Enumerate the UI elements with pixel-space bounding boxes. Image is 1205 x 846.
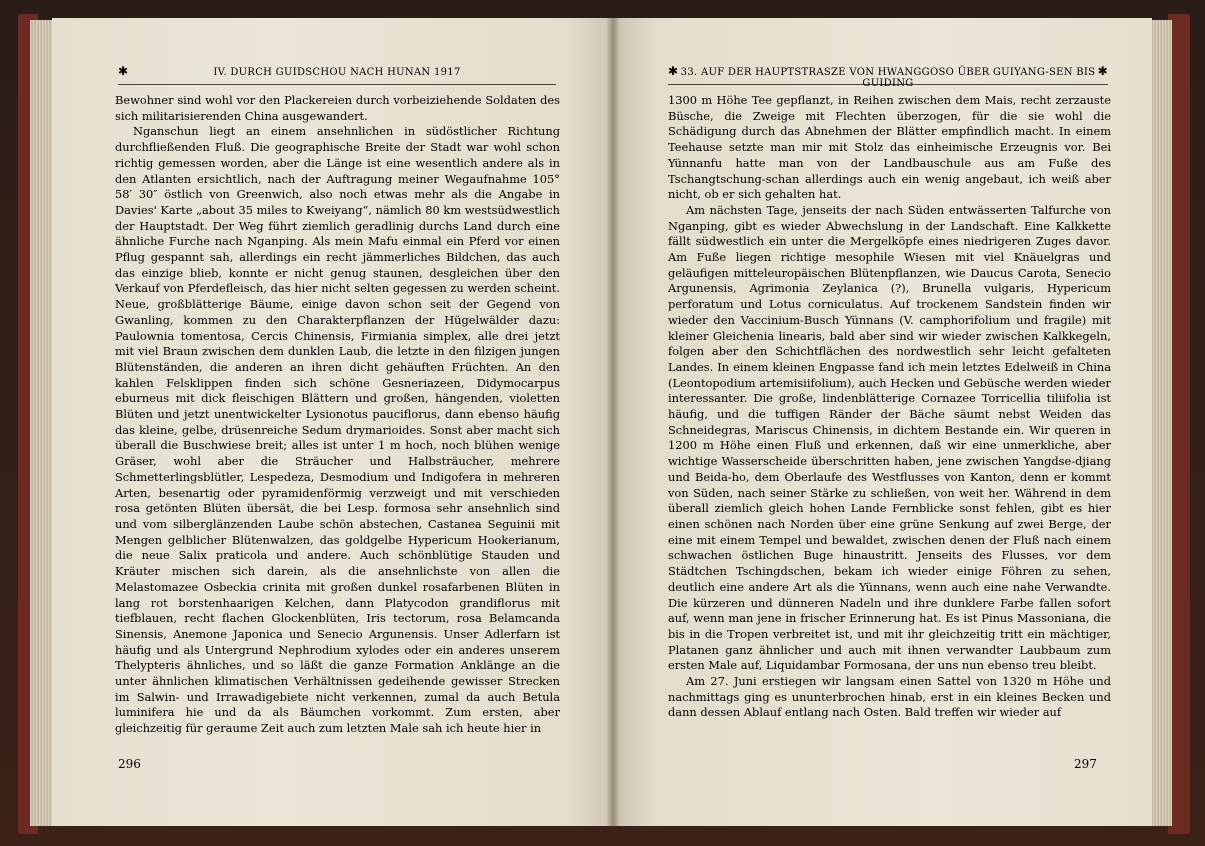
header-star-icon: ✱ [1097,64,1108,78]
right-page-body [668,93,1111,721]
header-star-icon: ✱ [668,64,679,78]
book-gutter [606,18,620,826]
left-paragraph-1: Bewohner sind wohl vor den Plackereien durch vorbeiziehende Soldaten des sich militarisierenden China ausgewandert. [115,93,560,123]
right-header-text: 33. AUF DER HAUPTSTRASZE VON HWANGGOSO ÜBER GUIYANG-SEN BIS GUIDING [680,67,1096,89]
left-paragraph-2: Nganschun liegt an einem ansehnlichen in südöstlicher Richtung durchfließenden Fluß. Die geographische Breite der Stadt war wohl schon richtig gemessen worden, aber die Länge ist eine wesentlich andere als in den Atlanten ersichtlich, nach der Auftragung meiner Wegaufnahme 105° 58′ 30″ östlich von Greenwich, also noch etwas mehr als die Angabe in Davies' Karte „about 35 miles to Kweiyang“, nämlich 80 km westsüdwestlich der Hauptstadt. Der Weg führt ziemlich geradlinig durchs Land durch eine ähnliche Furche nach Nganping. Als mein Mafu einmal ein Pferd vor einen Pflug gespannt sah, allerdings ein recht jämmerliches Bildchen, das auch das einzige blieb, konnte er nicht genug staunen, desgleichen über den Verkauf von Pferdefleisch, das hier nicht selten gegessen zu werden scheint. Neue, großblätterige Bäume, einige davon schon seit der Gegend von Gwanling, kommen zu den Charakterpflanzen der Hügelwälder dazu: Paulownia tomentosa, Cercis Chinensis, Firmiania simplex, alle drei jetzt mit viel Braun zwischen dem dunklen Laub, die letzte in den filzigen jungen Blütenständen, die anderen an ihren dicht gehäuften Früchten. An den kahlen Felsklippen finden sich schöne Gesneriazeen, Didymocarpus eburneus mit dick fleischigen Blättern und großen, hängenden, violetten Blüten und jetzt unentwickelter Lysionotus pauciflorus, dann ebenso häufig das kleine, gelbe, drüsenreiche Sedum drymarioides. Sonst aber macht sich überall die Buschwiese breit; alles ist unter 1 m hoch, noch blühen wenige Gräser, wohl aber die Sträucher und Halbsträucher, mehrere Schmetterlingsblütler, Lespedeza, Desmodium und Indigofera in mehreren Arten, besenartig oder pyramidenförmig verzweigt und mit verschieden rosa getönten Blüten übersät, die bei Lesp. formosa sehr ansehnlich sind und vom silberglänzenden Laube schön abstechen, Castanea Seguinii mit Mengen gelblicher Blütenwalzen, das goldgelbe Hypericum Hookerianum, die neue Salix praticola und andere. Auch schönblütige Stauden und Kräuter mischen sich darein, als die ansehnlichste von allen die Melastomazee Osbeckia crinita mit großen dunkel rosafarbenen Blüten in lang rot borstenhaarigen Kelchen, dann Platycodon grandiflorus mit tiefblauen, recht flachen Glockenblüten, Iris tectorum, rosa Belamcanda Sinensis, Anemone Japonica und Senecio Argunensis. Unser Adlerfarn ist häufig und als Untergrund Nephrodium xylodes oder ein anderes unserem Thelypteris ähnliches, und so läßt die ganze Formation Anklänge an die unter ähnlichen klimatischen Verhältnissen gedeihende gewisser Strecken im Salwin- und Irrawadigebiete nicht verkennen, zumal da auch Betula luminifera hie und da als Bäumchen vorkommt. Zum ersten, aber gleichzeitig für geraume Zeit auch zum letzten Male sah ich heute hier in [115,124,560,736]
right-paragraph-1: 1300 m Höhe Tee gepflanzt, in Reihen zwischen dem Mais, recht zerzauste Büsche, die Zweige mit Flechten überzogen, für die sie wohl die Schädigung durch das Abnehmen der Blätter empfindlich macht. In einem Teehause setzte man mir mit Stolz das einheimische Erzeugnis vor. Bei Yünnanfu hatte man von der Landbauschule aus am Fuße des Tschangtschung-schan allerdings auch ein wenig angebaut, ich weiß aber nicht, ob er sich gehalten hat. [668,93,1111,202]
page-edges-left [30,20,54,826]
left-page-body [115,93,560,737]
right-paragraph-2: Am nächsten Tage, jenseits der nach Süden entwässerten Talfurche von Nganping, gibt es wieder Abwechslung in der Landschaft. Eine Kalkkette fällt südwestlich ein unter die Mergelköpfe eines niedrigeren Zuges davor. Am Fuße liegen richtige mesophile Wiesen mit viel Knäuelgras und geläufigen mitteleuropäischen Blütenpflanzen, wie Daucus Carota, Senecio Argunensis, Agrimonia Zeylanica (?), Brunella vulgaris, Hypericum perforatum und Lotus corniculatus. Auf trockenem Sandstein finden wir wieder den Vaccinium-Busch Yünnans (V. camphorifolium und fragile) mit kleiner Gleichenia linearis, bald aber sind wir wieder zwischen Kalkkegeln, folgen aber den Schichtflächen des nordwestlich sehr leicht gefalteten Landes. In einem kleinen Engpasse fand ich mein letztes Edelweiß in China (Leontopodium artemisiifolium), auch Hecken und Gebüsche werden wieder interessanter. Die große, lindenblätterige Cornazee Torricellia tiliifolia ist häufig, und die tuffigen Ränder der Bäche säumt nebst Weiden das Schneidegras, Mariscus Chinensis, in dichtem Bestande ein. Wir queren in 1200 m Höhe einen Fluß und erkennen, daß wir eine unmerkliche, aber wichtige Wasserscheide überschritten haben, jene zwischen Yangdse-djiang und Beida-ho, dem Oberlaufe des Westflusses von Kanton, denn er kommt von Süden, nach seiner Stärke zu schließen, von weit her. Während in dem überall ziemlich gleich hohen Lande Fernblicke sonst fehlen, gibt es hier einen schönen nach Norden über eine grüne Senkung auf zwei Berge, der eine mit einem Tempel und bewaldet, zwischen denen der Fluß nach einem schwachen östlichen Buge hinaustritt. Jenseits des Flusses, vor dem Städtchen Tschingdschen, bekam ich wieder einige Föhren zu sehen, deutlich eine andere Art als die Yünnans, wenn auch eine nahe Verwandte. Die kürzeren und dünneren Nadeln und ihre dunklere Farbe fallen sofort auf, wenn man jene in frischer Erinnerung hat. Es ist Pinus Massoniana, die bis in die Tropen verbreitet ist, und mit ihr gleichzeitig tritt ein mächtiger, Platanen ganz ähnlicher und auch mit ihnen verwandter Laubbaum zum ersten Male auf, Liquidambar Formosana, der uns nun ebenso treu bleibt. [668,202,1111,673]
right-page-number: 297 [1074,757,1097,771]
left-running-header [118,54,556,85]
page-edges-right [1150,20,1172,826]
right-paragraph-3: Am 27. Juni erstiegen wir langsam einen Sattel von 1320 m Höhe und nachmittags ging es ununterbrochen hinab, erst in ein kleines Becken und dann dessen Ablauf entlang nach Osten. Bald treffen wir wieder auf [668,674,1111,720]
left-page-number: 296 [118,757,141,771]
left-header-text: IV. DURCH GUIDSCHOU NACH HUNAN 1917 [213,67,461,78]
header-star-icon: ✱ [118,64,129,78]
right-running-header [668,54,1108,89]
